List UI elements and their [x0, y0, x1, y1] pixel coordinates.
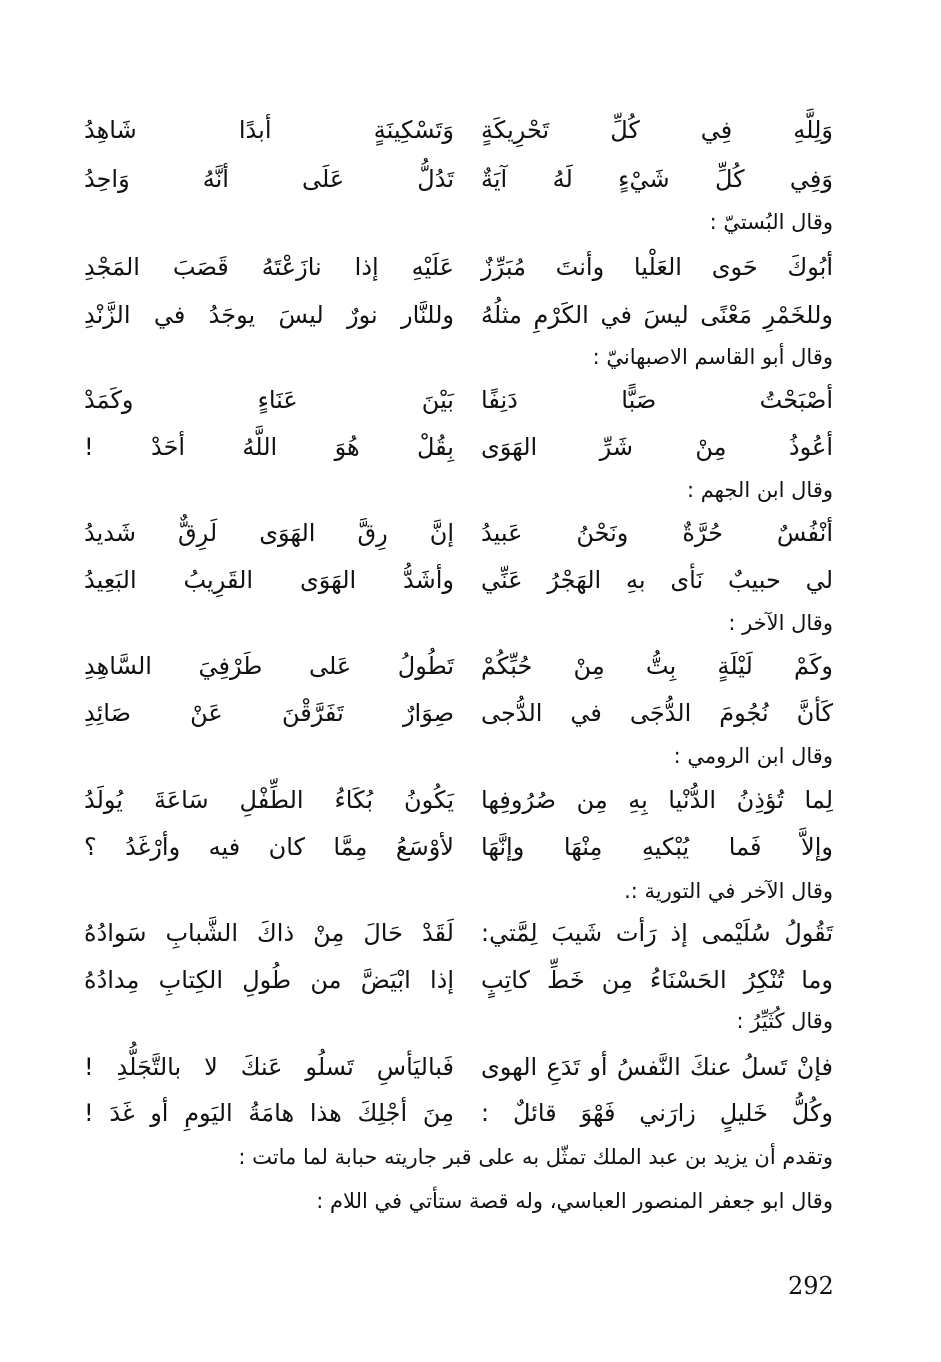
verse-left-hemistich: إنَّ رِقَّ الهَوَى لَرِقٌّ شَديدُ: [84, 519, 454, 547]
verse-left-hemistich: لأوْسَعُ مِمَّا كان فيه وأرْغَدُ ؟: [84, 833, 454, 861]
verse-left-hemistich: يَكُونُ بُكَاءُ الطِّفْلِ سَاعَةَ يُولَدُ: [84, 786, 454, 814]
verse-left-hemistich: مِنَ أجْلِكَ هذا هامَةُ اليَومِ أو غَدَ !: [84, 1099, 454, 1127]
verse-left-hemistich: بِقُلْ هُوَ اللَّهُ أحَدْ !: [84, 433, 454, 461]
verse-right-hemistich: لي حبيبٌ نَأى بهِ الهَجْرُ عَنِّي: [481, 566, 833, 594]
verse-right-hemistich: فإنْ تَسلُ عنكَ النَّفسُ أو تَدَعِ الهوى: [481, 1053, 833, 1081]
verse-right-hemistich: وكُلُّ خَليلٍ زارَني فَهْوَ قائلٌ :: [481, 1099, 833, 1127]
verse-right-hemistich: أنْفُسٌ حُرَّةٌ ونَحْنُ عَبيدُ: [481, 519, 833, 547]
poem-intro: وقال الآخر في التورية :.: [624, 879, 833, 903]
poem-intro: وقال ابن الرومي :: [673, 744, 833, 768]
verse-left-hemistich: عَلَيْهِ إذا نازَعْتَهُ قَصَبَ المَجْدِ: [84, 253, 454, 281]
verse-right-hemistich: كَأنَّ نُجُومَ الدُّجَى في الدُّجى: [481, 699, 833, 727]
verse-left-hemistich: لَقَدْ حَالَ مِنْ ذاكَ الشَّبابِ سَوادُهُ: [84, 919, 454, 947]
verse-left-hemistich: إذا ابْيَضَّ من طُولِ الكِتابِ مِدادُهُ: [84, 966, 454, 994]
page-number: 292: [788, 1272, 834, 1300]
verse-right-hemistich: وللخَمْرِ مَعْنًى ليسَ في الكَرْمِ مثلُهُ: [481, 301, 833, 329]
verse-left-hemistich: وَتَسْكِينَةٍ أبدًا شَاهِدُ: [84, 116, 454, 144]
verse-right-hemistich: أصْبَحْتُ صَبًّا دَنِفًا: [481, 386, 833, 414]
verse-right-hemistich: وإلاَّ فَما يُبْكيهِ مِنْهَا وإنَّهَا: [481, 833, 833, 861]
poem-intro: وقال كُثَيِّرُ :: [736, 1009, 833, 1033]
verse-right-hemistich: تَقُولُ سُلَيْمى إذ رَأت شَيبَ لِمَّتي:: [481, 919, 833, 947]
verse-right-hemistich: أعُوذُ مِنْ شَرِّ الهَوَى: [481, 433, 833, 461]
verse-left-hemistich: وأشَدُّ الهَوَى القَرِيبُ البَعِيدُ: [84, 566, 454, 594]
verse-left-hemistich: تَدُلُّ عَلَى أنَّهُ وَاحِدُ: [84, 165, 454, 193]
verse-right-hemistich: وَفِي كُلِّ شَيْءٍ لَهُ آيَةٌ: [481, 165, 833, 193]
verse-right-hemistich: أبُوكَ حَوى العَلْيا وأنتَ مُبَرِّزٌ: [481, 253, 833, 281]
verse-left-hemistich: فَباليَأسِ تَسلُو عَنكَ لا بالتَّجَلُّدِ !: [84, 1053, 454, 1081]
verse-right-hemistich: وكَمْ لَيْلَةٍ بِتُّ مِنْ حُبِّكُمْ: [481, 652, 833, 680]
verse-left-hemistich: صِوَارٌ تَفَرَّقْنَ عَنْ صَائِدِ: [84, 699, 454, 727]
prose-line: وقال ابو جعفر المنصور العباسي، وله قصة ستأتي في اللام :: [316, 1189, 833, 1213]
poem-intro: وقال البُستيّ :: [709, 210, 833, 234]
verse-right-hemistich: وما تُنْكِرُ الحَسْنَاءُ مِن خَطِّ كاتِبٍ: [481, 966, 833, 994]
poem-intro: وقال أبو القاسم الاصبهانيّ :: [592, 345, 833, 369]
poem-intro: وقال الآخر :: [728, 611, 833, 635]
prose-line: وتقدم أن يزيد بن عبد الملك تمثّل به على قبر جاريته حبابة لما ماتت :: [238, 1145, 833, 1169]
verse-left-hemistich: وللنَّار نورٌ ليسَ يوجَدُ في الزَّنْدِ: [84, 301, 454, 329]
poem-intro: وقال ابن الجهم :: [686, 478, 833, 502]
verse-left-hemistich: تَطُولُ عَلى طَرْفِيَ السَّاهِدِ: [84, 652, 454, 680]
verse-right-hemistich: وَلِلَّهِ فِي كُلِّ تَحْرِيكَةٍ: [481, 116, 833, 144]
verse-right-hemistich: لِما تُؤذِنُ الدُّنْيا بِهِ مِن صُرُوفِها: [481, 786, 833, 814]
verse-left-hemistich: بَيْنَ عَنَاءٍ وكَمَدْ: [84, 386, 454, 414]
